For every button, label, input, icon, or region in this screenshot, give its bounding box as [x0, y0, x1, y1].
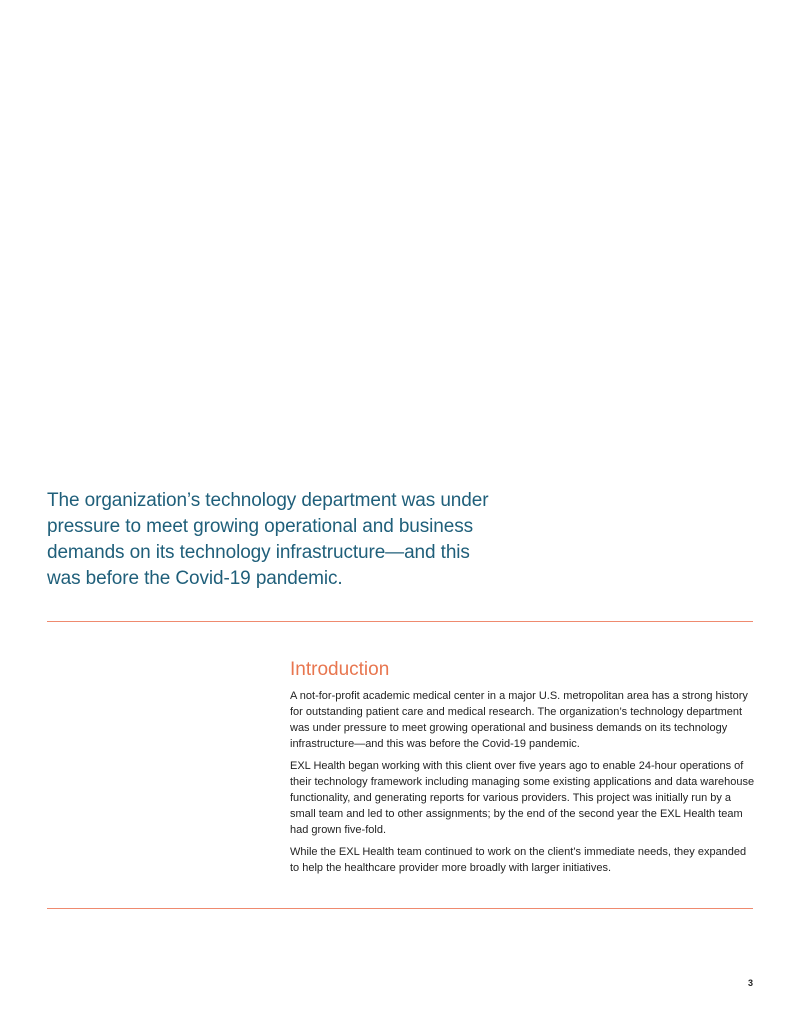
body-paragraph: While the EXL Health team continued to work on the client’s immediate needs, they expanded to help the healthcare provider more broadly with larger initiatives.: [290, 846, 747, 874]
pull-quote-line: was before the Covid-19 pandemic.: [47, 568, 343, 589]
section-title: Introduction: [290, 659, 390, 680]
bottom-divider: [47, 908, 753, 909]
pull-quote-line: pressure to meet growing operational and business: [47, 516, 474, 537]
pull-quote-line: demands on its technology infrastructure—and this: [47, 542, 470, 563]
top-divider: [47, 621, 753, 622]
pull-quote-line: The organization’s technology department was under: [47, 490, 489, 511]
introduction-section: [290, 658, 755, 882]
pull-quote: [47, 488, 517, 592]
body-paragraph: EXL Health began working with this client over five years ago to enable 24-hour operations of their technology framework including managing some existing applications and data warehouse functionality, and generating reports for various providers. This project was initially run by a small team and led to other assignments; by the end of the second year the EXL Health team had grown five-fold.: [290, 760, 755, 836]
body-paragraph: A not-for-profit academic medical center in a major U.S. metropolitan area has a strong history for outstanding patient care and medical research. The organization’s technology department was under pressure to meet growing operational and business demands on its technology infrastructure—and this was before the Covid-19 pandemic.: [290, 690, 748, 750]
page-number: 3: [747, 978, 753, 988]
